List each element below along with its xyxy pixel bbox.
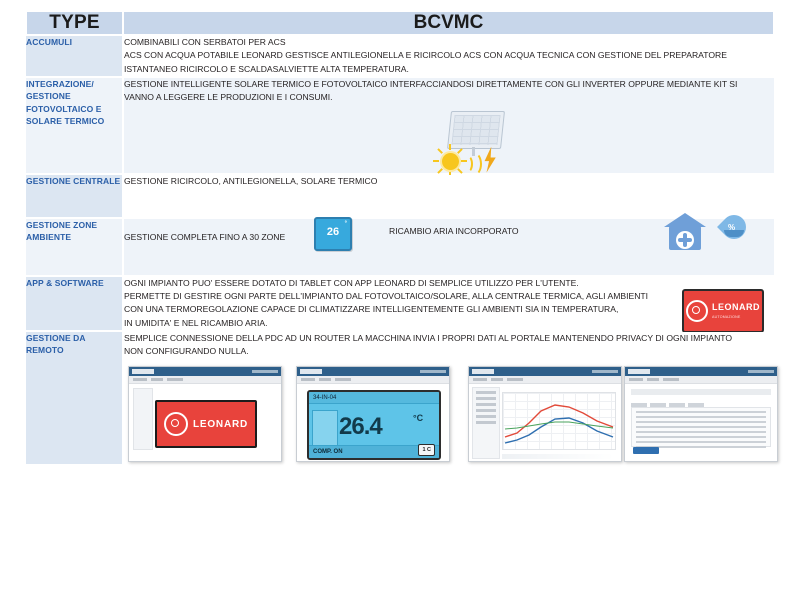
app-body [625, 384, 777, 462]
thermostat-side-panel [312, 410, 338, 446]
humidity-droplet-icon [720, 213, 750, 251]
report-heading [631, 389, 771, 395]
radiation-arcs-icon [462, 151, 484, 173]
solar-graphics-group [124, 111, 774, 173]
text-line: COMBINABILI CON SERBATOI PER ACS [124, 37, 286, 47]
report-text-block [631, 407, 771, 447]
table-row [26, 174, 774, 218]
row-content-gestione-remoto [123, 331, 774, 466]
app-titlebar [625, 367, 777, 376]
text-line: IN UMIDITA' E NEL RICAMBIO ARIA. [124, 317, 268, 328]
table-row [26, 218, 774, 276]
app-titlebar [129, 367, 281, 376]
text-line: ISTANTANEO RICIRCOLO E SCALDASALVIETTE ALTA TEMPERATURA. [124, 63, 409, 74]
header-type-cell: TYPE [26, 11, 123, 35]
row-label-zone-ambiente: GESTIONE ZONE AMBIENTE [26, 218, 123, 276]
chart-series [503, 393, 615, 449]
text-line: NON CONFIGURANDO NULLA. [124, 346, 249, 357]
text-line: SEMPLICE CONNESSIONE DELLA PDC AD UN ROUTER LA MACCHINA INVIA I PROPRI DATI AL PORTALE MANTENENDO PRIVACY DI OGNI IMPIANTO [124, 332, 733, 343]
row-content-gestione-centrale [123, 174, 774, 218]
virtual-thermostat-display [307, 390, 441, 460]
leonard-logo-badge [682, 289, 764, 333]
leonard-app-home-screenshot[interactable] [128, 366, 282, 462]
text-line: OGNI IMPIANTO PUO' ESSERE DOTATO DI TABLET CON APP LEONARD DI SEMPLICE UTILIZZO PER L'UTENTE. [124, 277, 579, 288]
row-label-gestione-centrale: GESTIONE CENTRALE [26, 174, 123, 218]
app-menubar [469, 376, 621, 384]
text-line: VANNO A LEGGERE LE PRODUZIONI E I CONSUMI. [124, 92, 333, 103]
table-header-row [26, 11, 774, 35]
fan-icon [676, 231, 694, 249]
leonard-subtitle-text: AUTOMAZIONE [712, 314, 741, 319]
humidity-value: % [728, 222, 736, 232]
thermostat-temperature-unit: °C [413, 413, 424, 424]
thermostat-value: 26 [326, 225, 340, 238]
lightning-bolt-icon [482, 147, 498, 173]
table-row [26, 276, 774, 331]
ricambio-aria-text: RICAMBIO ARIA INCORPORATO [389, 225, 519, 236]
report-submit-button[interactable] [633, 447, 659, 454]
row-content-zone-ambiente [123, 218, 774, 276]
row-content-app-software [123, 276, 774, 331]
app-body [297, 384, 449, 462]
text-line: CON UNA TERMOREGOLAZIONE CAPACE DI CLIMATIZZARE INTELLIGENTEMENTE GLI AMBIENTI SIA IN TEMPERATURA, [124, 304, 619, 315]
table-row [26, 35, 774, 77]
row-content-accumuli [123, 35, 774, 77]
app-titlebar [469, 367, 621, 376]
chart-plot-area [502, 392, 616, 450]
app-sidebar [133, 388, 153, 450]
app-titlebar [297, 367, 449, 376]
thermostat-badge: 1 C [418, 444, 435, 457]
text-line: GESTIONE COMPLETA FINO A 30 ZONE [124, 231, 286, 242]
app-menubar [625, 376, 777, 384]
app-body [469, 384, 621, 462]
leonard-brand-text: LEONARD [712, 301, 760, 312]
leonard-seal-icon [686, 300, 708, 322]
trend-chart-screenshot[interactable] [468, 366, 622, 462]
row-label-app-software: APP & SOFTWARE [26, 276, 123, 331]
thermostat-icon [314, 217, 352, 251]
row-label-fotovoltaico: INTEGRAZIONE/ GESTIONE FOTOVOLTAICO E SOLARE TERMICO [26, 77, 123, 174]
text-line: GESTIONE INTELLIGENTE SOLARE TERMICO E FOTOVOLTAICO INTERFACCIANDOSI DIRETTAMENTE CON GLI INVERTER OPPURE MEDIANTE KIT SI [124, 78, 738, 89]
report-page-screenshot[interactable] [624, 366, 778, 462]
app-body [129, 384, 281, 462]
row-label-accumuli: ACCUMULI [26, 35, 123, 77]
leonard-seal-icon [164, 412, 188, 436]
house-ventilation-icon [664, 213, 706, 253]
app-menubar [297, 376, 449, 384]
degree-symbol: ° [344, 220, 347, 227]
text-line: PERMETTE DI GESTIRE OGNI PARTE DELL'IMPIANTO DAL FOTOVOLTAICO/SOLARE, ALLA CENTRALE TERMICA, AGLI AMBIENTI [124, 290, 649, 301]
text-line: ACS CON ACQUA POTABILE LEONARD GESTISCE ANTILEGIONELLA E RICIRCOLO ACS CON ACQUA TECNICA CON GESTIONE DEL PREPARATORE [124, 50, 727, 61]
leonard-brand-text: LEONARD [192, 418, 249, 430]
leonard-logo-card [155, 400, 257, 448]
solar-panel-icon [447, 111, 505, 149]
thermostat-top-status: 34-IN-04 [309, 392, 439, 404]
text-line: GESTIONE RICIRCOLO, ANTILEGIONELLA, SOLARE TERMICO [124, 175, 378, 186]
features-table [25, 10, 775, 466]
chart-sidebar [472, 387, 500, 459]
row-content-fotovoltaico [123, 77, 774, 174]
screenshot-gallery [124, 366, 774, 464]
header-model-cell: BCVMC [123, 11, 774, 35]
row-label-gestione-remoto: GESTIONE DA REMOTO [26, 331, 123, 466]
thermostat-bottom-status: COMP. ON [309, 445, 439, 458]
table-row [26, 77, 774, 174]
chart-legend [502, 454, 614, 459]
thermostat-panel-screenshot[interactable] [296, 366, 450, 462]
app-menubar [129, 376, 281, 384]
sun-icon [442, 153, 459, 170]
report-tabs[interactable] [631, 398, 771, 403]
table-row [26, 331, 774, 466]
thermostat-temperature-value: 26.4 [339, 413, 382, 441]
